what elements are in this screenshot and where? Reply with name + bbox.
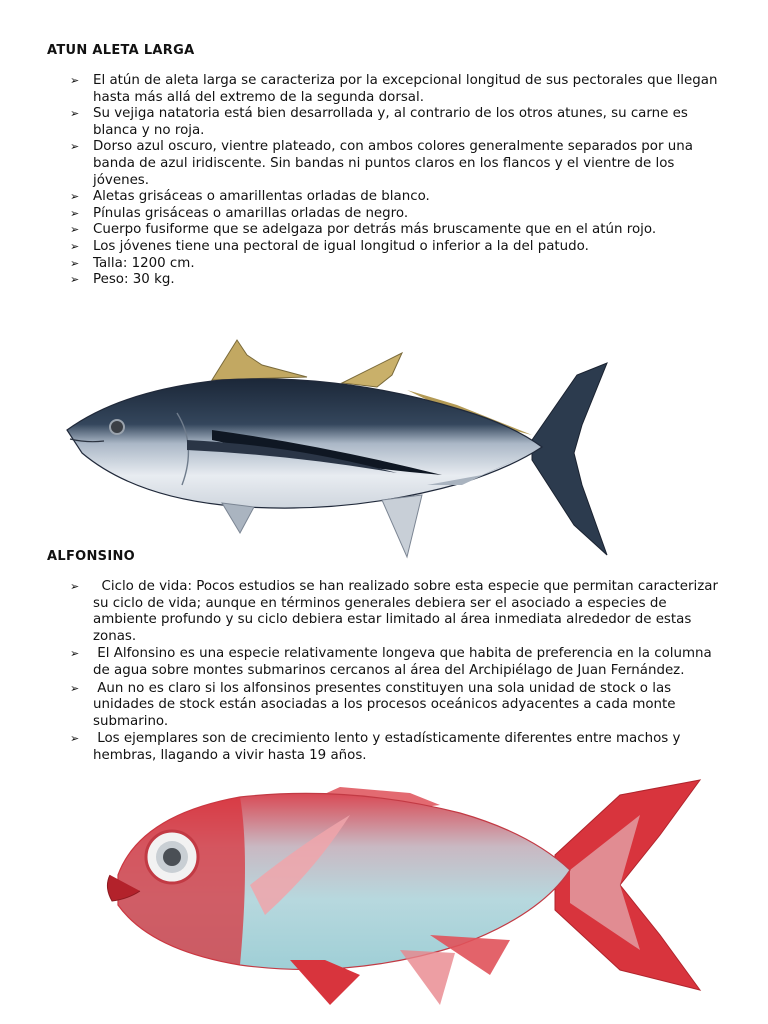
arrow-bullet-icon: ➢ bbox=[70, 580, 80, 593]
section-title-atun: ATUN ALETA LARGA bbox=[47, 43, 195, 58]
list-item: ➢ Pínulas grisáceas o amarillas orladas de negro. bbox=[70, 205, 409, 221]
arrow-bullet-icon: ➢ bbox=[70, 239, 80, 253]
arrow-bullet-icon: ➢ bbox=[70, 647, 80, 661]
list-item: ➢ Los ejemplares son de crecimiento lento y estadísticamente diferentes entre machos y hembras, llagando a vivir hasta 19 años. bbox=[70, 731, 685, 763]
list-item: ➢ Los jóvenes tiene una pectoral de igual longitud o inferior a la del patudo. bbox=[70, 238, 589, 254]
bullet-list-atun bbox=[70, 73, 730, 289]
arrow-bullet-icon: ➢ bbox=[70, 223, 80, 237]
list-item: ➢ Aletas grisáceas o amarillentas orladas de blanco. bbox=[70, 189, 430, 205]
list-item: ➢ Aun no es claro si los alfonsinos presentes constituyen una sola unidad de stock o las unidades de stock están asociadas a los procesos oceánicos adyacentes a cada monte submarino. bbox=[70, 680, 680, 729]
alfonsino-fish-illustration bbox=[100, 775, 710, 1015]
list-item: ➢ El Alfonsino es una especie relativamente longeva que habita de preferencia en la columna de agua sobre montes submarinos cercanos al área del Archipiélago de Juan Fernández. bbox=[70, 646, 716, 678]
arrow-bullet-icon: ➢ bbox=[70, 74, 80, 87]
arrow-bullet-icon: ➢ bbox=[70, 206, 80, 220]
list-item: ➢ Peso: 30 kg. bbox=[70, 272, 175, 288]
arrow-bullet-icon: ➢ bbox=[70, 107, 80, 121]
arrow-bullet-icon: ➢ bbox=[70, 732, 80, 746]
arrow-bullet-icon: ➢ bbox=[70, 681, 80, 695]
list-item: ➢ Su vejiga natatoria está bien desarrollada y, al contrario de los otros atunes, su carne es blanca y no roja. bbox=[70, 106, 688, 138]
arrow-bullet-icon: ➢ bbox=[70, 256, 80, 270]
albacore-tuna-illustration bbox=[62, 335, 622, 565]
list-item: ➢ Ciclo de vida: Pocos estudios se han realizado sobre esta especie que permitan caracterizar su ciclo de vida; aunque en términos generales debiera ser el asociado a especies de ambiente profundo y su ciclo debiera estar limitado al área inmediata alrededor de estas zonas. bbox=[70, 579, 723, 644]
arrow-bullet-icon: ➢ bbox=[70, 190, 80, 204]
list-item: ➢ Dorso azul oscuro, vientre plateado, con ambos colores generalmente separados por una banda de azul iridiscente. Sin bandas ni puntos claros en los flancos y el vientre de los jóvenes. bbox=[70, 139, 693, 188]
section-title-alfonsino: ALFONSINO bbox=[47, 549, 135, 564]
list-item: ➢ El atún de aleta larga se caracteriza por la excepcional longitud de sus pectorales que llegan hasta más allá del extremo de la segunda dorsal. bbox=[70, 73, 718, 105]
arrow-bullet-icon: ➢ bbox=[70, 140, 80, 154]
list-item: ➢ Cuerpo fusiforme que se adelgaza por detrás más bruscamente que en el atún rojo. bbox=[70, 222, 657, 238]
list-item: ➢ Talla: 1200 cm. bbox=[70, 255, 195, 271]
arrow-bullet-icon: ➢ bbox=[70, 273, 80, 287]
bullet-list-alfonsino bbox=[70, 579, 730, 766]
